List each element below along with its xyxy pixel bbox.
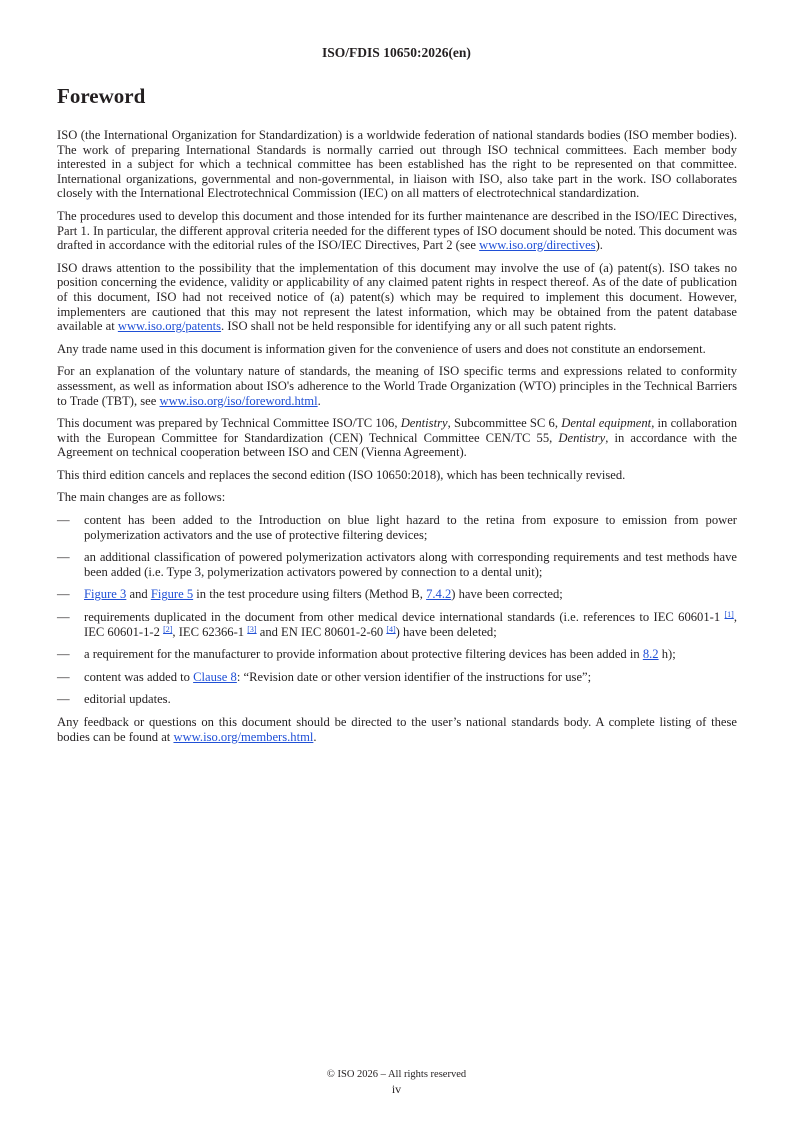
text: , Subcommittee SC 6, [447,416,562,431]
list-item [57,550,737,579]
list-item [57,610,737,639]
paragraph-patents [57,261,737,334]
text: , in accordance with the Agreement on technical cooperation between ISO and CEN (Vienna Agreement). [57,430,737,460]
link-patents[interactable]: www.iso.org/patents [117,319,222,334]
paragraph-trade-name: Any trade name used in this document is information given for the convenience of users and does not constitute an endorsement. [57,341,706,356]
dash-bullet: — [57,647,70,662]
link-8-2[interactable]: 8.2 [642,647,659,662]
text: in the test procedure using filters (Method B, [193,587,427,602]
italic-text: Dental equipment [561,416,652,431]
text: , IEC 60601-1-2 [84,610,737,639]
text: Any feedback or questions on this document should be directed to the user’s national standards body. A complete listing of these bodies can be found at [57,715,737,744]
document-header: ISO/FDIS 10650:2026(en) [322,45,471,60]
italic-text: Dentistry [400,416,448,431]
text: : “Revision date or other version identifier of the instructions for use”; [236,669,592,684]
text: This document was prepared by Technical Committee ISO/TC 106, [57,416,401,431]
link-foreword[interactable]: www.iso.org/iso/foreword.html [159,393,318,408]
link-directives[interactable]: www.iso.org/directives [479,238,596,253]
link-ref-4[interactable]: [4] [386,624,396,634]
text: , IEC 62366-1 [172,624,248,639]
list-item [57,513,737,542]
dash-bullet: — [57,610,70,625]
copyright-notice: © ISO 2026 – All rights reserved [326,1069,467,1080]
text: The procedures used to develop this document and those intended for its further maintenance are described in the ISO/IEC Directives, Part 1. In particular, the different approval criteria needed for the different types of ISO document should be noted. This document was drafted in accordance with the editorial rules of the ISO/IEC Directives, Part 2 (see [57,208,737,253]
link-7-4-2[interactable]: 7.4.2 [426,587,452,602]
text: and EN IEC 80601-2-60 [256,624,387,639]
text: a requirement for the manufacturer to provide information about protective filtering devices has been added in [84,647,643,662]
paragraph-procedures [57,209,737,253]
text: editorial updates. [84,692,171,707]
text: ISO draws attention to the possibility that the implementation of this document may involve the use of (a) patent(s). ISO takes no position concerning the evidence, validity or applicability of any claimed patent rights in respect thereof. As of the date of publication of this document, ISO had not received notice of (a) patent(s) which may be required to implement this document. However, implementers are cautioned that this may not represent the latest information, which may be obtained from the patent database available at [57,260,737,334]
text: . ISO shall not be held responsible for identifying any or all such patent rights. [221,319,617,334]
text: requirements duplicated in the document from other medical device international standards (i.e. references to IEC 60601-1 [84,610,725,625]
italic-text: Dentistry [558,430,606,445]
paragraph-edition: This third edition cancels and replaces the second edition (ISO 10650:2018), which has been technically revised. [57,467,626,482]
text: content has been added to the Introduction on blue light hazard to the retina from exposure to emission from power polymerization activators and the use of protective filtering devices; [84,513,737,542]
list-item [57,587,737,602]
list-item [57,692,737,707]
link-members[interactable]: www.iso.org/members.html [173,729,314,744]
text: ) have been deleted; [395,624,497,639]
page-footer [0,1067,793,1097]
link-ref-2[interactable]: [2] [163,624,173,634]
text: , in collaboration with the European Committee for Standardization (CEN) Technical Committee CEN/TC 55, [57,416,738,445]
link-figure-3[interactable]: Figure 3 [84,587,127,602]
dash-bullet: — [57,669,70,684]
page-title: Foreword [57,84,146,108]
dash-bullet: — [57,513,70,528]
link-ref-1[interactable]: [1] [724,610,734,620]
text: ) have been corrected; [451,587,563,602]
paragraph-committee [57,416,737,460]
link-ref-3[interactable]: [3] [247,624,257,634]
dash-bullet: — [57,550,70,565]
paragraph-changes-intro: The main changes are as follows: [57,490,226,505]
text: For an explanation of the voluntary nature of standards, the meaning of ISO specific terms and expressions related to conformity assessment, as well as information about ISO's adherence to the World Trade Organization (WTO) principles in the Technical Barriers to Trade (TBT), see [57,364,737,408]
paragraph-iso-intro: ISO (the International Organization for Standardization) is a worldwide federation of national standards bodies (ISO member bodies). The work of preparing International Standards is normally carried out through ISO technical committees. Each member body interested in a subject for which a technical committee has been established has the right to be represented on that committee. International organizations, governmental and non-governmental, in liaison with ISO, also take part in the work. ISO collaborates closely with the International Electrotechnical Commission (IEC) on all matters of electrotechnical standardization. [57,128,737,201]
paragraph-feedback [57,715,737,744]
text: . [313,729,317,744]
dash-bullet: — [57,692,70,707]
dash-bullet: — [57,587,70,602]
text: ). [595,238,603,253]
text: h); [658,647,676,662]
changes-list [57,513,737,707]
text: content was added to [84,669,194,684]
list-item [57,647,737,662]
text: and [126,587,151,602]
text: . [317,393,321,408]
list-item [57,670,737,685]
text: an additional classification of powered polymerization activators along with corresponding requirements and test methods have been added (i.e. Type 3, polymerization activators powered by connection to a dental unit); [84,550,737,579]
foreword-body [57,128,737,752]
paragraph-voluntary-nature [57,364,737,408]
link-figure-5[interactable]: Figure 5 [150,587,194,602]
link-clause-8[interactable]: Clause 8 [193,669,237,684]
page-number: iv [391,1082,402,1096]
